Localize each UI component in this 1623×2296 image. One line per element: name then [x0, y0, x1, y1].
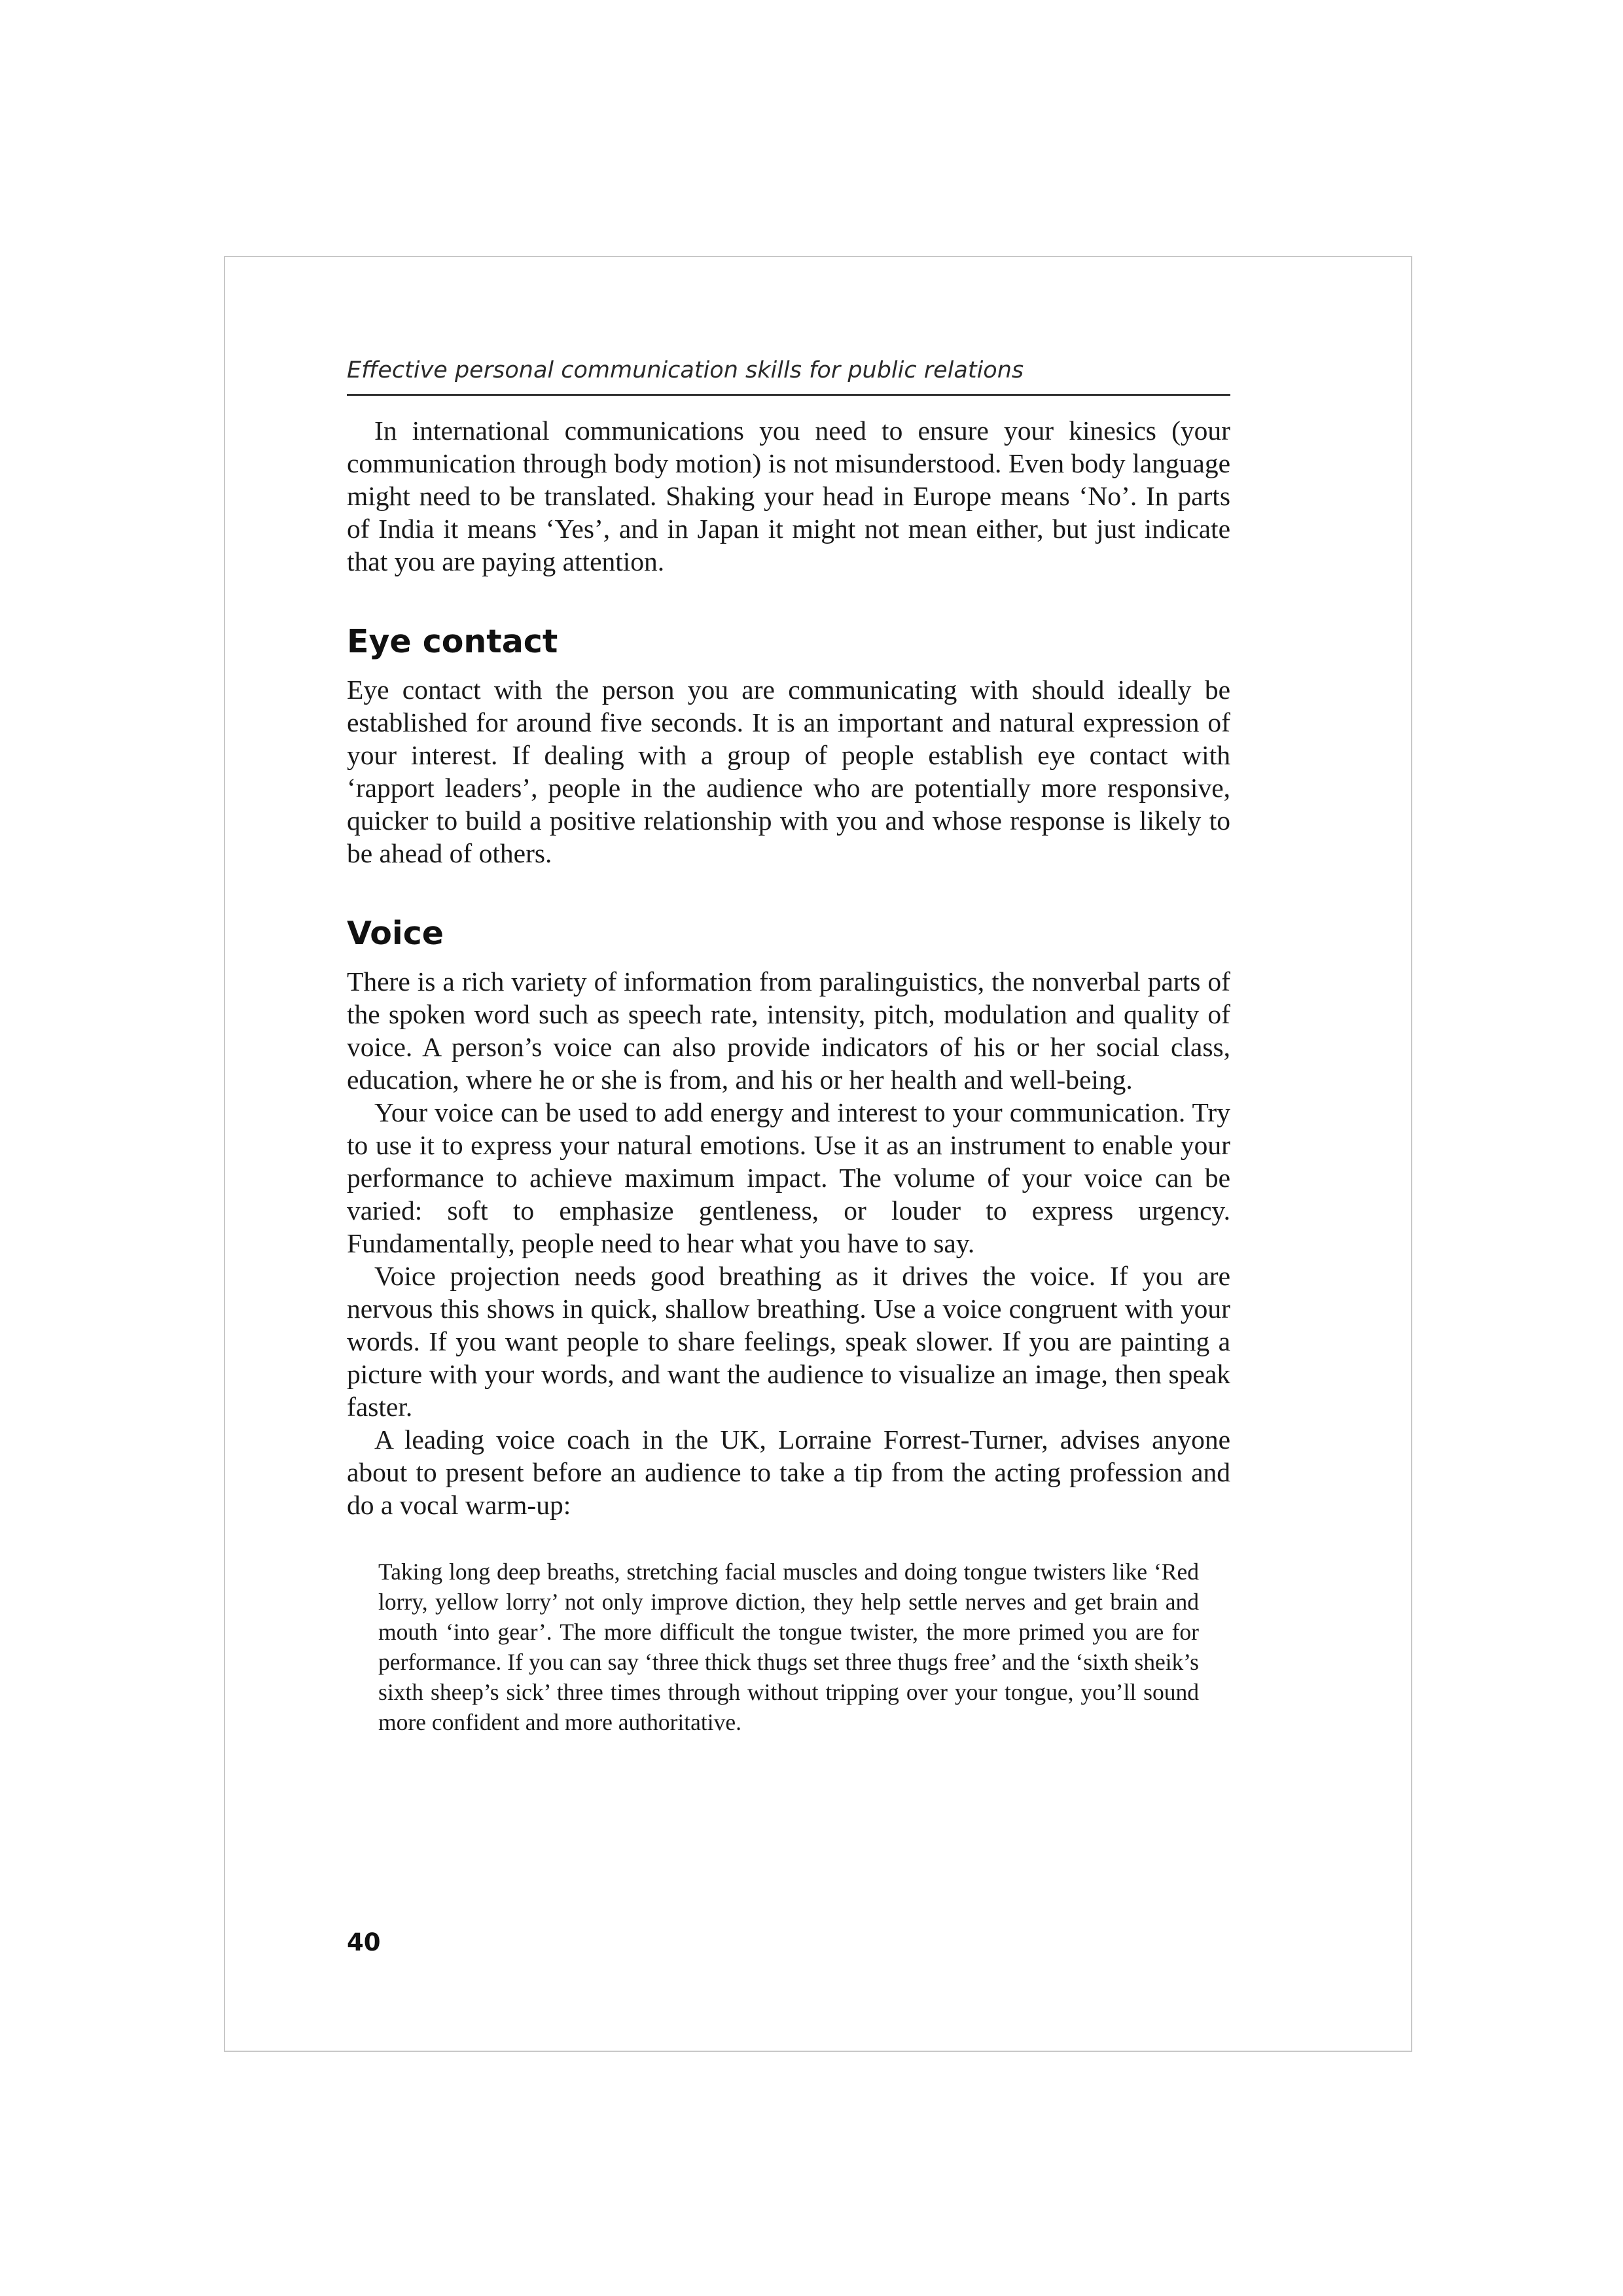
- section-heading-voice: Voice: [347, 915, 444, 952]
- voice-paragraph-3: Voice projection needs good breathing as it drives the voice. If you are nervous this shows in quick, shallow breathing. Use a voice congruent with your words. If you want people to share feelings, speak slower. If you are painting a picture with your words, and want the audience to visualize an image, then speak faster.: [347, 1261, 1230, 1422]
- page-number: 40: [347, 1928, 381, 1956]
- section-heading-eye-contact: Eye contact: [347, 623, 558, 660]
- voice-paragraph-2: Your voice can be used to add energy and interest to your communication. Try to use it to express your natural emotions. Use it as an instrument to enable your performance to achieve maximum impact. The volume of your voice can be varied: soft to emphasize gentleness, or louder to express urgency. Fundamentally, people need to hear what you have to say.: [347, 1097, 1230, 1258]
- voice-paragraph-4: A leading voice coach in the UK, Lorraine Forrest-Turner, advises anyone about to present before an audience to take a tip from the acting profession and do a vocal warm-up:: [347, 1424, 1230, 1520]
- intro-paragraph: In international communications you need to ensure your kinesics (your communication through body motion) is not misunderstood. Even body language might need to be translated. Shaking your head in Europe means ‘No’. In parts of India it means ‘Yes’, and in Japan it might not mean either, but just indicate that you are paying attention.: [347, 415, 1230, 576]
- eye-contact-paragraph: Eye contact with the person you are communicating with should ideally be established for around five seconds. It is an important and natural expression of your interest. If dealing with a group of people establish eye contact with ‘rapport leaders’, people in the audience who are potentially more responsive, quicker to build a positive relationship with you and whose response is likely to be ahead of others.: [347, 675, 1230, 868]
- running-head: Effective personal communication skills for public relations: [347, 353, 1230, 396]
- page-content: [347, 353, 1230, 1737]
- block-quote: Taking long deep breaths, stretching facial muscles and doing tongue twisters like ‘Red lorry, yellow lorry’ not only improve diction, they help settle nerves and get brain and mouth ‘into gear’. The more difficult the tongue twister, the more primed you are for performance. If you can say ‘three thick thugs set three thugs free’ and the ‘sixth sheik’s sixth sheep’s sick’ three times through without tripping over your tongue, you’ll sound more confident and more authoritative.: [378, 1559, 1199, 1735]
- voice-paragraph-1: There is a rich variety of information from paralinguistics, the nonverbal parts of the spoken word such as speech rate, intensity, pitch, modulation and quality of voice. A person’s voice can also provide indicators of his or her social class, education, where he or she is from, and his or her health and well-being.: [347, 966, 1230, 1095]
